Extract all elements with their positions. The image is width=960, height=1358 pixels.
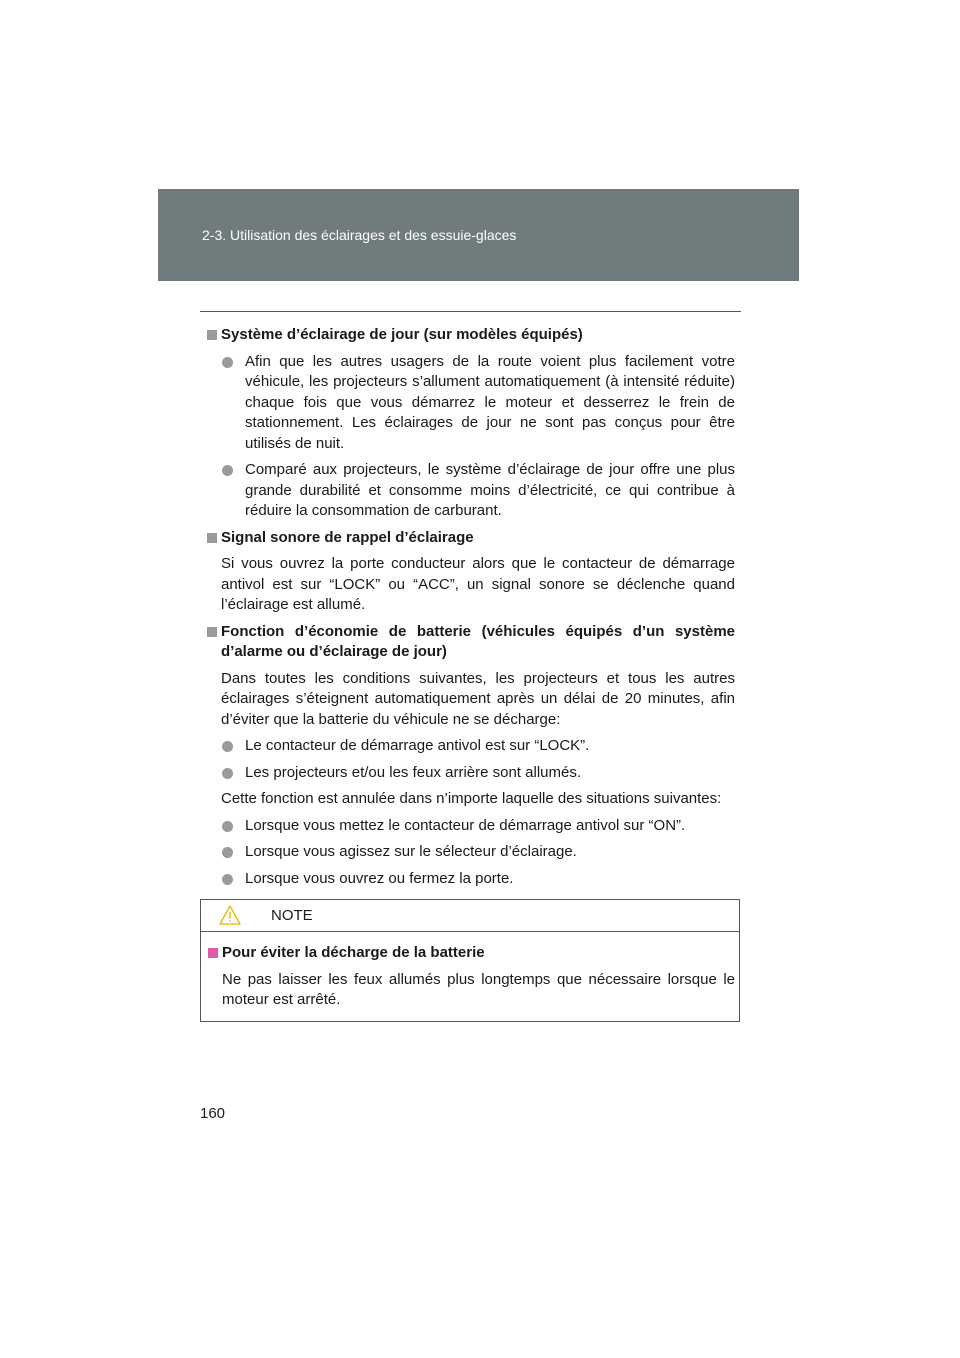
list-item bbox=[200, 869, 735, 890]
heading-text: Fonction d’économie de batterie (véhicules équipés d’un système d’alarme ou d’éclairage de jour) bbox=[221, 622, 735, 660]
list-item bbox=[200, 842, 735, 863]
list-item-text: Lorsque vous ouvrez ou fermez la porte. bbox=[245, 869, 514, 887]
square-bullet-icon bbox=[207, 533, 217, 543]
section-header-band bbox=[158, 189, 799, 281]
header-rule bbox=[200, 311, 741, 312]
round-bullet-icon bbox=[222, 821, 233, 832]
square-bullet-icon bbox=[208, 948, 218, 958]
note-body bbox=[201, 943, 735, 1017]
paragraph: Cette fonction est annulée dans n’importe laquelle des situations suivantes: bbox=[221, 790, 722, 807]
list-item bbox=[200, 763, 735, 784]
paragraph: Dans toutes les conditions suivantes, les projecteurs et tous les autres éclairages s’éteignent automatiquement après un délai de 20 minutes, afin d’éviter que la batterie du véhicule ne se décharge: bbox=[221, 669, 735, 728]
heading-text: Signal sonore de rappel d’éclairage bbox=[221, 528, 474, 546]
list-item-text: Les projecteurs et/ou les feux arrière sont allumés. bbox=[245, 763, 581, 781]
list-item-text: Le contacteur de démarrage antivol est sur “LOCK”. bbox=[245, 737, 590, 754]
list-item bbox=[200, 736, 735, 757]
round-bullet-icon bbox=[222, 741, 233, 752]
list-item-text: Lorsque vous agissez sur le sélecteur d’éclairage. bbox=[245, 843, 577, 860]
round-bullet-icon bbox=[222, 847, 233, 858]
main-content bbox=[200, 325, 735, 895]
note-label: NOTE bbox=[271, 907, 313, 924]
list-item bbox=[200, 816, 735, 837]
list-item bbox=[200, 352, 735, 455]
round-bullet-icon bbox=[222, 465, 233, 476]
section-heading-battery-saver bbox=[200, 622, 735, 663]
warning-triangle-icon bbox=[219, 904, 241, 926]
note-box bbox=[200, 899, 740, 1022]
round-bullet-icon bbox=[222, 874, 233, 885]
note-header bbox=[201, 900, 739, 932]
square-bullet-icon bbox=[207, 627, 217, 637]
note-heading bbox=[201, 943, 735, 964]
section-heading-reminder-buzzer bbox=[200, 528, 735, 549]
note-text: Ne pas laisser les feux allumés plus longtemps que nécessaire lorsque le moteur est arrêté. bbox=[222, 970, 735, 1008]
heading-text: Pour éviter la décharge de la batterie bbox=[222, 944, 485, 961]
list-item-text: Afin que les autres usagers de la route voient plus facilement votre véhicule, les projecteurs s’allument automatiquement (à intensité réduite) chaque fois que vous démarrez le moteur et desserrez le frein de stationnement. Les éclairages de jour ne sont pas conçus pour être utilisés de nuit. bbox=[245, 352, 735, 452]
page-number: 160 bbox=[200, 1105, 226, 1122]
round-bullet-icon bbox=[222, 357, 233, 368]
section-title: 2-3. Utilisation des éclairages et des essuie-glaces bbox=[202, 227, 517, 243]
heading-text: Système d’éclairage de jour (sur modèles équipés) bbox=[221, 326, 583, 343]
paragraph: Si vous ouvrez la porte conducteur alors que le contacteur de démarrage antivol est sur “LOCK” ou “ACC”, un signal sonore se déclenche quand l’éclairage est allumé. bbox=[221, 555, 735, 613]
list-item bbox=[200, 460, 735, 522]
round-bullet-icon bbox=[222, 768, 233, 779]
list-item-text: Lorsque vous mettez le contacteur de démarrage antivol sur “ON”. bbox=[245, 816, 686, 834]
list-item-text: Comparé aux projecteurs, le système d’éclairage de jour offre une plus grande durabilité et consomme moins d’électricité, ce qui contribue à réduire la consommation de carburant. bbox=[245, 461, 735, 519]
section-heading-daytime-lights bbox=[200, 325, 735, 346]
square-bullet-icon bbox=[207, 330, 217, 340]
